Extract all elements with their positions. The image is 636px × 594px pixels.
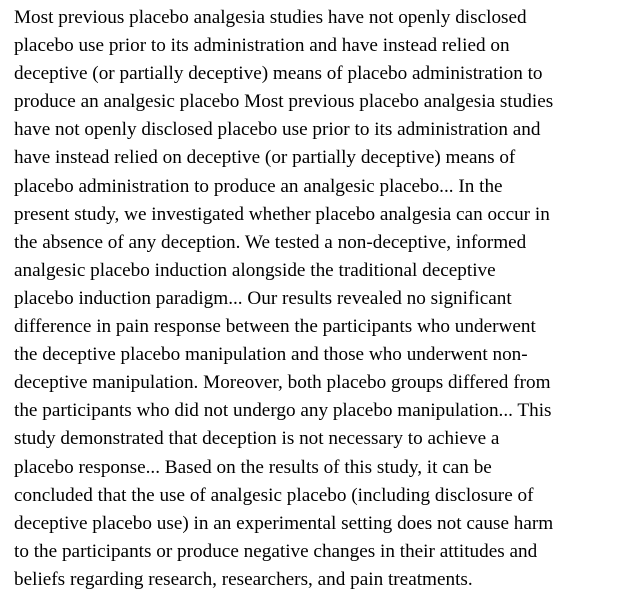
paragraph-line: the participants who did not undergo any placebo manipulation... This	[14, 400, 552, 422]
paragraph-line: placebo response... Based on the results of this study, it can be	[14, 456, 492, 478]
paragraph-line: placebo use prior to its administration and have instead relied on	[14, 35, 510, 57]
paragraph-line: the absence of any deception. We tested a non-deceptive, informed	[14, 231, 527, 253]
paragraph-line: produce an analgesic placebo Most previous placebo analgesia studies	[14, 91, 554, 113]
paragraph-line: placebo administration to produce an analgesic placebo... In the	[14, 175, 503, 197]
paragraph-line: the deceptive placebo manipulation and those who underwent non-	[14, 344, 528, 366]
paragraph-line: have not openly disclosed placebo use prior to its administration and	[14, 119, 541, 141]
paragraph-line: have instead relied on deceptive (or partially deceptive) means of	[14, 147, 516, 169]
document-paragraph	[14, 4, 636, 594]
paragraph-line: present study, we investigated whether placebo analgesia can occur in	[14, 203, 550, 225]
paragraph-line: study demonstrated that deception is not necessary to achieve a	[14, 428, 500, 450]
paragraph-line: placebo induction paradigm... Our results revealed no significant	[14, 287, 512, 309]
paragraph-line: to the participants or produce negative changes in their attitudes and	[14, 540, 538, 562]
paragraph-line: difference in pain response between the participants who underwent	[14, 316, 536, 338]
paragraph-line: deceptive (or partially deceptive) means of placebo administration to	[14, 63, 543, 85]
paragraph-line: deceptive manipulation. Moreover, both placebo groups differed from	[14, 372, 551, 394]
paragraph-line: deceptive placebo use) in an experimental setting does not cause harm	[14, 512, 554, 534]
paragraph-line: Most previous placebo analgesia studies have not openly disclosed	[14, 7, 527, 28]
paragraph-line: beliefs regarding research, researchers, and pain treatments.	[14, 568, 473, 590]
paragraph-line: concluded that the use of analgesic placebo (including disclosure of	[14, 484, 534, 506]
paragraph-line: analgesic placebo induction alongside the traditional deceptive	[14, 259, 496, 281]
